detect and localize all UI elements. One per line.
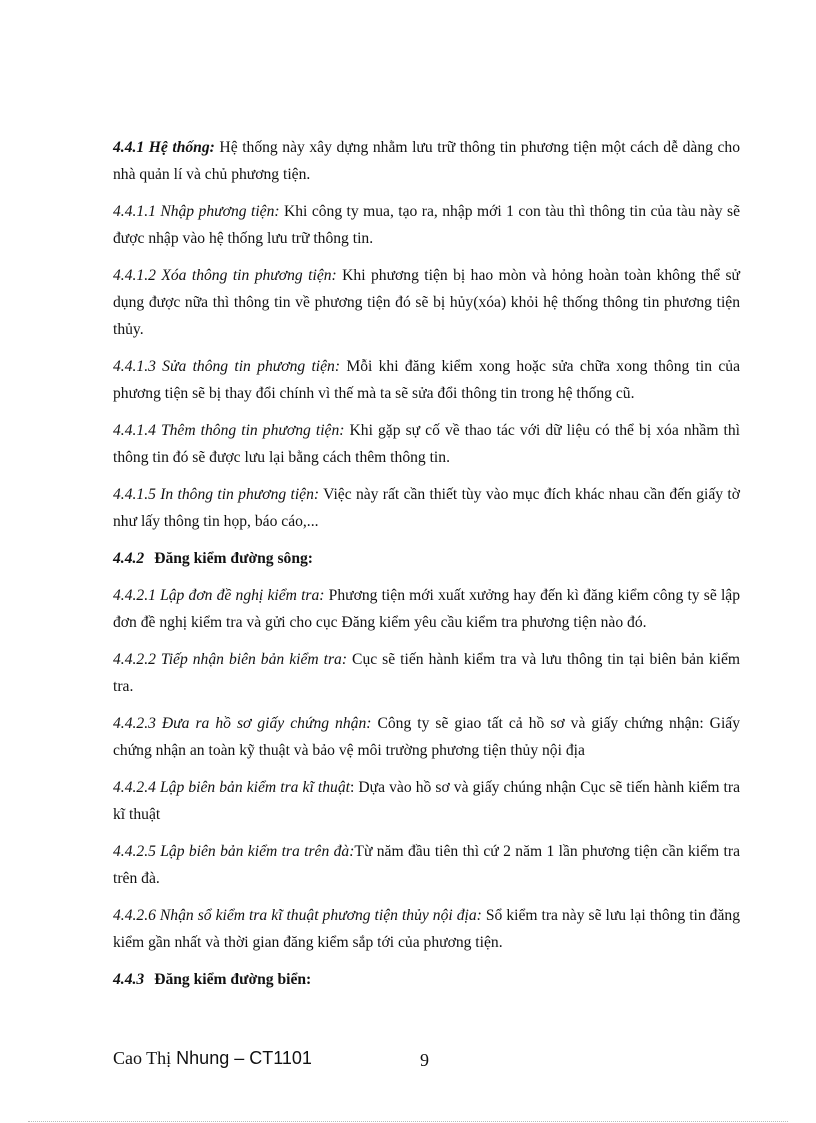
- paragraph-label: 4.4.1.3 Sửa thông tin phương tiện:: [113, 358, 341, 375]
- footer-author: [113, 1048, 312, 1069]
- paragraph: [113, 134, 740, 188]
- paragraph-label: 4.4.1 Hệ thống:: [113, 139, 215, 156]
- paragraph-text: Từ năm đầu tiên thì cứ 2 năm 1 lần phương tiện cần kiểm tra trên đà.: [113, 843, 740, 887]
- paragraph-text: : Dựa vào hồ sơ và giấy chúng nhận Cục sẽ tiến hành kiểm tra kĩ thuật: [113, 779, 740, 823]
- paragraph-label: 4.4.1.2 Xóa thông tin phương tiện:: [113, 267, 337, 284]
- paragraph-label: 4.4.2.2 Tiếp nhận biên bản kiểm tra:: [113, 651, 348, 668]
- paragraph-text: Phương tiện mới xuất xưởng hay đến kì đăng kiểm công ty sẽ lập đơn đề nghị kiểm tra và gửi cho cục Đăng kiểm yêu cầu kiểm tra phương tiện nào đó.: [113, 587, 741, 631]
- paragraph: [113, 646, 740, 700]
- paragraph-text: Hệ thống này xây dựng nhằm lưu trữ thông tin phương tiện một cách dễ dàng cho nhà quản lí và chủ phương tiện.: [113, 139, 741, 183]
- footer-author-last: Nhung – CT1101: [171, 1048, 312, 1068]
- paragraph: [113, 481, 740, 535]
- paragraph: [113, 262, 740, 343]
- section-heading-title: Đăng kiểm đường sông:: [154, 550, 313, 567]
- paragraph: [113, 710, 740, 764]
- paragraph-text: Mỗi khi đăng kiểm xong hoặc sửa chữa xong thông tin của phương tiện sẽ bị thay đổi chính vì thế mà ta sẽ sửa đổi thông tin trong hệ thống cũ.: [113, 358, 740, 402]
- page-bottom-divider: [28, 1121, 788, 1122]
- paragraph: [113, 353, 740, 407]
- paragraph: [113, 417, 740, 471]
- paragraph: [113, 582, 740, 636]
- document-body: [113, 134, 740, 1003]
- paragraph-text: Sổ kiểm tra này sẽ lưu lại thông tin đăng kiểm gần nhất và thời gian đăng kiểm sắp tới của phương tiện.: [113, 907, 740, 951]
- paragraph-label: 4.4.2.4 Lập biên bản kiểm tra kĩ thuật: [113, 779, 350, 796]
- paragraph-label: 4.4.1.4 Thêm thông tin phương tiện:: [113, 422, 345, 439]
- section-heading: [113, 545, 740, 572]
- section-heading-title: Đăng kiểm đường biển:: [154, 971, 312, 988]
- paragraph-text: Công ty sẽ giao tất cả hồ sơ và giấy chứng nhận: Giấy chứng nhận an toàn kỹ thuật và bảo vệ môi trường phương tiện thủy nội địa: [113, 715, 740, 759]
- paragraph-label: 4.4.2.6 Nhận sổ kiểm tra kĩ thuật phương tiện thủy nội địa:: [113, 907, 482, 924]
- paragraph: [113, 774, 740, 828]
- section-heading-number: 4.4.3: [113, 971, 145, 988]
- page-number: 9: [420, 1050, 429, 1070]
- paragraph: [113, 198, 740, 252]
- paragraph-label: 4.4.1.5 In thông tin phương tiện:: [113, 486, 320, 503]
- paragraph-text: Khi công ty mua, tạo ra, nhập mới 1 con tàu thì thông tin của tàu này sẽ được nhập vào hệ thống lưu trữ thông tin.: [113, 203, 740, 247]
- section-heading-number: 4.4.2: [113, 550, 145, 567]
- paragraph-text: Cục sẽ tiến hành kiểm tra và lưu thông tin tại biên bản kiểm tra.: [113, 651, 740, 695]
- paragraph-text: Khi phương tiện bị hao mòn và hỏng hoàn toàn không thể sử dụng được nữa thì thông tin về phương tiện đó sẽ bị hủy(xóa) khỏi hệ thống thông tin phương tiện thủy.: [113, 267, 740, 338]
- footer-author-first: Cao Thị: [113, 1048, 172, 1068]
- paragraph-text: Việc này rất cần thiết tùy vào mục đích khác nhau cần đến giấy tờ như lấy thông tin họp, báo cáo,...: [113, 486, 741, 530]
- paragraph-text: Khi gặp sự cố về thao tác với dữ liệu có thể bị xóa nhầm thì thông tin đó sẽ được lưu lại bằng cách thêm thông tin.: [113, 422, 740, 466]
- paragraph-label: 4.4.1.1 Nhập phương tiện:: [113, 203, 280, 220]
- paragraph: [113, 838, 740, 892]
- paragraph-label: 4.4.2.5 Lập biên bản kiểm tra trên đà:: [113, 843, 355, 860]
- section-heading: [113, 966, 740, 993]
- paragraph-label: 4.4.2.3 Đưa ra hồ sơ giấy chứng nhận:: [113, 715, 372, 732]
- paragraph-label: 4.4.2.1 Lập đơn đề nghị kiểm tra:: [113, 587, 325, 604]
- paragraph: [113, 902, 740, 956]
